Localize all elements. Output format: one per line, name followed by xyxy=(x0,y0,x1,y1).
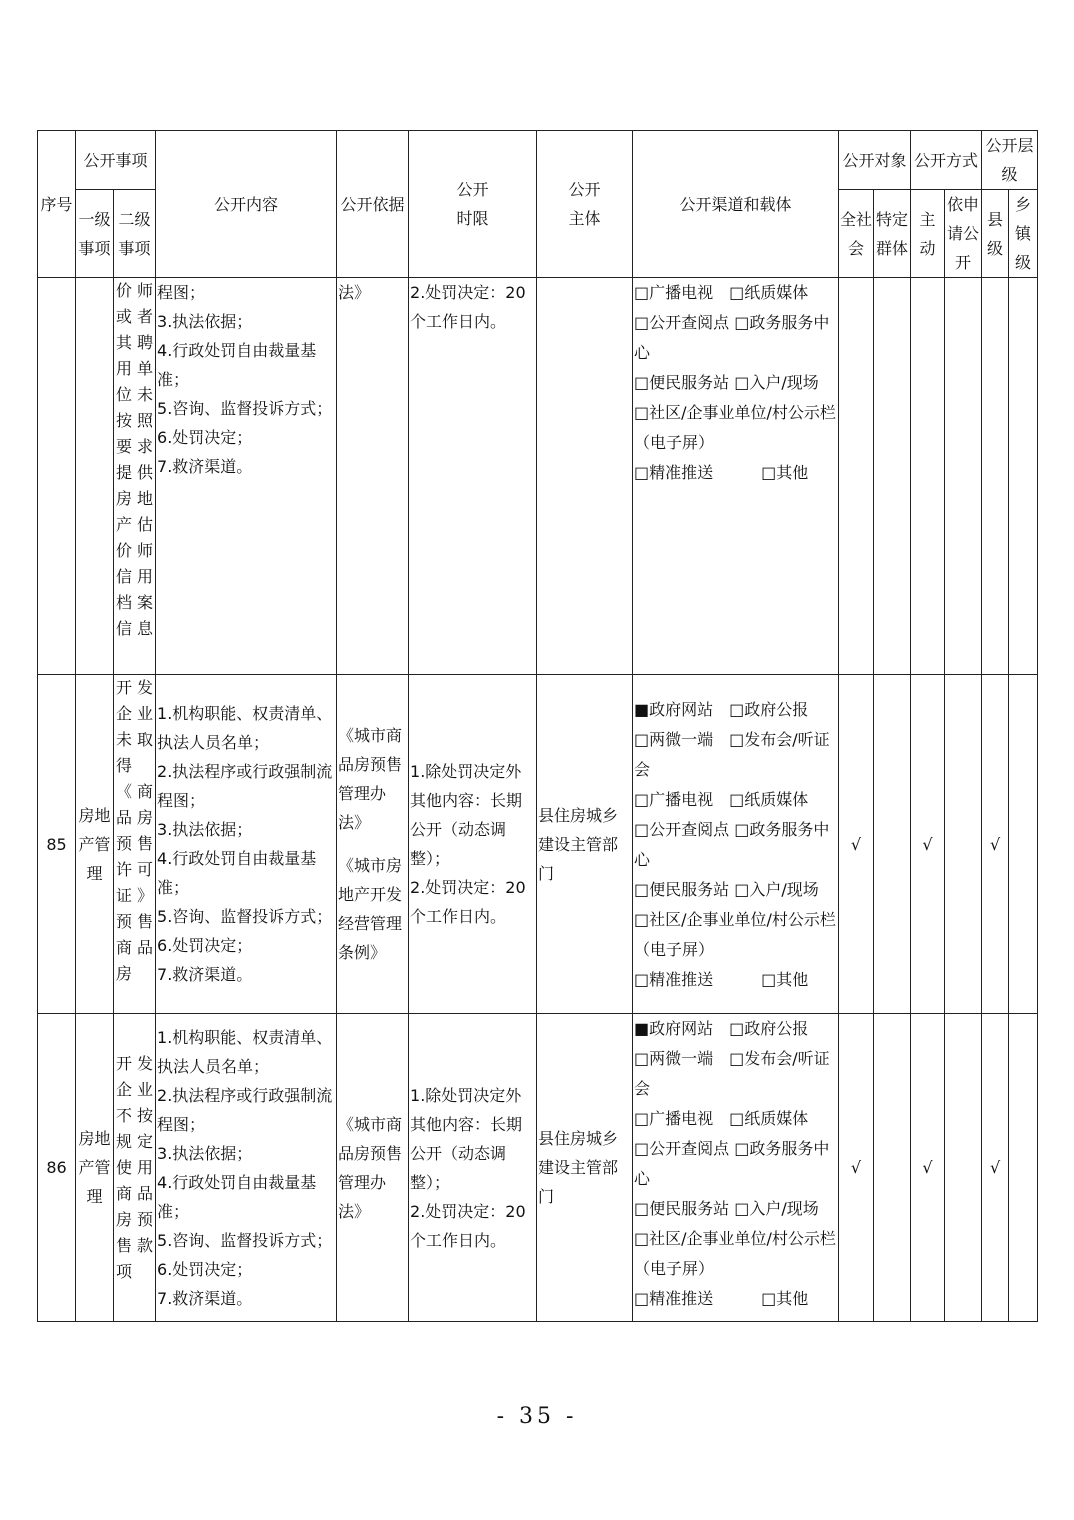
channel-option: □精准推送 □其他 xyxy=(634,1289,809,1308)
content-line: 5.咨询、监督投诉方式； xyxy=(157,907,333,926)
row-county xyxy=(982,278,1009,675)
basis-text: 《城市房地产开发经营管理条例》 xyxy=(338,856,403,962)
row-content xyxy=(156,1014,337,1322)
content-line: 1.机构职能、权责清单、执法人员名单； xyxy=(157,704,333,752)
row-level1 xyxy=(76,278,114,675)
row-county: √ xyxy=(982,1014,1009,1322)
content-line: 2.执法程序或行政强制流程图； xyxy=(157,762,333,810)
row-specific-group xyxy=(874,278,911,675)
row-time-limit: 2.处罚决定：20个工作日内。 xyxy=(409,278,537,675)
channel-option: □公开查阅点 □政务服务中心 xyxy=(634,1139,830,1188)
channel-option: □社区/企事业单位/村公示栏（电子屏） xyxy=(634,403,836,452)
content-line: 3.执法依据； xyxy=(157,820,253,839)
header-active: 主动 xyxy=(911,190,945,278)
header-item-group: 公开事项 xyxy=(76,131,156,190)
row-county: √ xyxy=(982,675,1009,1014)
row-active xyxy=(911,278,945,675)
header-content: 公开内容 xyxy=(156,131,337,278)
page-number: - 35 - xyxy=(496,1404,578,1429)
channel-option: □两微一端 □发布会/听证会 xyxy=(634,730,830,779)
row-on-request xyxy=(945,675,982,1014)
row-township xyxy=(1009,675,1038,1014)
header-time-limit: 公开时限 xyxy=(409,131,537,278)
header-seq: 序号 xyxy=(38,131,76,278)
content-line: 2.执法程序或行政强制流程图； xyxy=(157,1085,333,1134)
row-subject: 县住房城乡建设主管部门 xyxy=(537,675,633,1014)
table-row xyxy=(38,675,1038,1014)
content-line: 4.行政处罚自由裁量基准； xyxy=(157,1172,317,1221)
content-line: 6.处罚决定； xyxy=(157,936,253,955)
content-line: 3.执法依据； xyxy=(157,312,253,331)
row-all-society: √ xyxy=(839,1014,874,1322)
row-level1: 房地产管理 xyxy=(76,1014,114,1322)
row-level2: 开发企业不按规定使用商品房预售款项 xyxy=(114,1014,156,1322)
channel-option: □社区/企事业单位/村公示栏（电子屏） xyxy=(634,1229,836,1278)
header-channel: 公开渠道和载体 xyxy=(633,131,839,278)
basis-text: 《城市商品房预售管理办法》 xyxy=(338,1114,403,1221)
content-line: 4.行政处罚自由裁量基准； xyxy=(157,849,317,897)
channel-option: □精准推送 □其他 xyxy=(634,463,809,482)
row-seq: 85 xyxy=(38,675,76,1014)
row-basis xyxy=(337,675,409,1014)
row-time-limit xyxy=(409,1014,537,1322)
row-on-request xyxy=(945,278,982,675)
channel-option: □便民服务站 □入户/现场 xyxy=(634,880,819,899)
content-line: 7.救济渠道。 xyxy=(157,965,253,984)
channel-option: □广播电视 □纸质媒体 xyxy=(634,790,809,809)
table-row xyxy=(38,1014,1038,1322)
row-level2: 开发企业未取得《商品房预售许可证》预售商品房 xyxy=(114,675,156,1014)
channel-option: □便民服务站 □入户/现场 xyxy=(634,373,819,392)
time-limit-text: 2.处罚决定：20个工作日内。 xyxy=(410,1201,526,1250)
header-level2: 二级事项 xyxy=(114,190,156,278)
row-specific-group xyxy=(874,675,911,1014)
row-content xyxy=(156,278,337,675)
row-channels xyxy=(633,1014,839,1322)
header-audience-group: 公开对象 xyxy=(839,131,911,190)
row-level1: 房地产管理 xyxy=(76,675,114,1014)
channel-option: □广播电视 □纸质媒体 xyxy=(634,1109,809,1128)
header-basis: 公开依据 xyxy=(337,131,409,278)
header-township: 乡镇级 xyxy=(1009,190,1038,278)
row-township xyxy=(1009,278,1038,675)
row-seq xyxy=(38,278,76,675)
row-time-limit xyxy=(409,675,537,1014)
channel-option: □广播电视 □纸质媒体 xyxy=(634,283,809,302)
row-subject: 县住房城乡建设主管部门 xyxy=(537,1014,633,1322)
row-basis xyxy=(337,1014,409,1322)
header-method-group: 公开方式 xyxy=(911,131,982,190)
content-line: 6.处罚决定； xyxy=(157,428,253,447)
channel-option: □社区/企事业单位/村公示栏（电子屏） xyxy=(634,910,836,959)
header-on-request: 依申请公开 xyxy=(945,190,982,278)
header-all-society: 全社会 xyxy=(839,190,874,278)
row-channels xyxy=(633,675,839,1014)
row-on-request xyxy=(945,1014,982,1322)
content-line: 4.行政处罚自由裁量基准； xyxy=(157,341,317,389)
row-content xyxy=(156,675,337,1014)
row-specific-group xyxy=(874,1014,911,1322)
row-township xyxy=(1009,1014,1038,1322)
channel-option: ■政府网站 □政府公报 xyxy=(634,1019,809,1038)
disclosure-table xyxy=(37,130,1038,1322)
row-active: √ xyxy=(911,675,945,1014)
row-channels xyxy=(633,278,839,675)
basis-text: 《城市商品房预售管理办法》 xyxy=(338,726,403,832)
header-level-group: 公开层级 xyxy=(982,131,1038,190)
table-row xyxy=(38,278,1038,675)
channel-option: ■政府网站 □政府公报 xyxy=(634,700,809,719)
row-subject xyxy=(537,278,633,675)
row-basis: 法》 xyxy=(337,278,409,675)
channel-option: □公开查阅点 □政务服务中心 xyxy=(634,313,830,362)
header-specific-group: 特定群体 xyxy=(874,190,911,278)
row-all-society: √ xyxy=(839,675,874,1014)
time-limit-text: 1.除处罚决定外其他内容：长期公开（动态调整）； xyxy=(410,762,523,868)
row-level2: 价师或者其聘用单位未按照要求提供房地产估价师信用档案信息 xyxy=(114,278,156,675)
time-limit-text: 2.处罚决定：20个工作日内。 xyxy=(410,878,526,926)
row-active: √ xyxy=(911,1014,945,1322)
content-line: 1.机构职能、权责清单、执法人员名单； xyxy=(157,1027,333,1076)
content-line: 3.执法依据； xyxy=(157,1143,253,1163)
content-line: 5.咨询、监督投诉方式； xyxy=(157,399,333,418)
channel-option: □两微一端 □发布会/听证会 xyxy=(634,1049,830,1098)
content-line: 5.咨询、监督投诉方式； xyxy=(157,1230,333,1250)
channel-option: □便民服务站 □入户/现场 xyxy=(634,1199,819,1218)
content-line: 7.救济渠道。 xyxy=(157,457,253,476)
channel-option: □公开查阅点 □政务服务中心 xyxy=(634,820,830,869)
header-subject: 公开主体 xyxy=(537,131,633,278)
content-line: 6.处罚决定； xyxy=(157,1259,253,1279)
content-line: 7.救济渠道。 xyxy=(157,1288,253,1308)
header-county: 县级 xyxy=(982,190,1009,278)
header-level1: 一级事项 xyxy=(76,190,114,278)
row-seq: 86 xyxy=(38,1014,76,1322)
time-limit-text: 1.除处罚决定外其他内容：长期公开（动态调整）； xyxy=(410,1085,523,1192)
row-all-society xyxy=(839,278,874,675)
content-line: 程图； xyxy=(157,283,206,302)
channel-option: □精准推送 □其他 xyxy=(634,970,809,989)
